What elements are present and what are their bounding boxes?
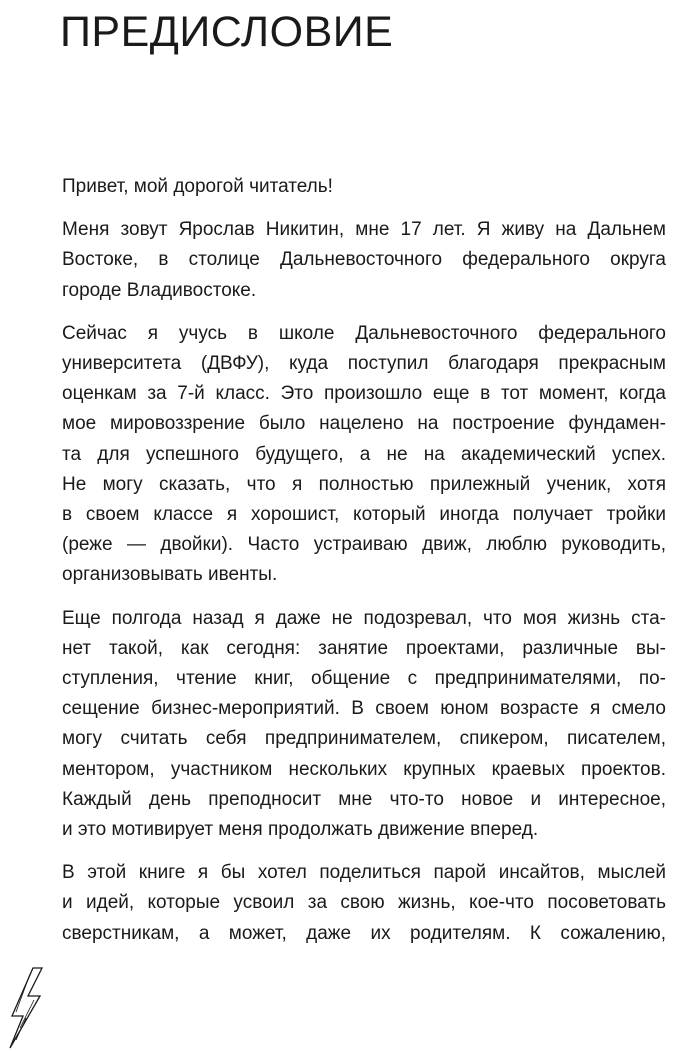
- text-line: нет такой, как сегодня: занятие проектами, различные вы-: [62, 637, 666, 659]
- text-line: Еще полгода назад я даже не подозревал, что моя жизнь ста-: [62, 607, 666, 629]
- text-line: могу считать себя предпринимателем, спикером, писателем,: [62, 728, 666, 750]
- text-line: городе Владивостоке.: [62, 279, 257, 301]
- paragraph-1: [62, 172, 666, 202]
- text-line: сверстникам, а может, даже их родителям. К сожалению,: [62, 922, 666, 944]
- chapter-title: ПРЕДИСЛОВИЕ: [60, 8, 394, 56]
- text-line: Привет, мой дорогой читатель!: [62, 176, 333, 197]
- text-line: сещение бизнес-мероприятий. В своем юном возрасте я смело: [62, 698, 666, 720]
- text-line: в своем классе я хорошист, который иногда получает тройки: [62, 504, 666, 526]
- lightning-bolt-icon: [6, 966, 46, 1050]
- text-line: В этой книге я бы хотел поделиться парой инсайтов, мыслей: [62, 862, 666, 884]
- paragraph-2: [62, 215, 666, 306]
- paragraph-4: [62, 604, 666, 846]
- paragraph-5: [62, 858, 666, 949]
- text-line: та для успешного будущего, а не на академический успех.: [62, 443, 666, 465]
- text-line: и это мотивирует меня продолжать движение вперед.: [62, 819, 539, 841]
- text-line: Меня зовут Ярослав Никитин, мне 17 лет. Я живу на Дальнем: [62, 219, 666, 241]
- text-line: Сейчас я учусь в школе Дальневосточного федерального: [62, 322, 666, 344]
- text-line: мое мировоззрение было нацелено на построение фундамен-: [62, 413, 666, 435]
- text-line: Каждый день преподносит мне что-то новое и интересное,: [62, 788, 666, 810]
- text-line: ступления, чтение книг, общение с предпринимателями, по-: [62, 668, 666, 690]
- text-line: университета (ДВФУ), куда поступил благодаря прекрасным: [62, 353, 666, 375]
- paragraph-3: [62, 319, 666, 591]
- text-line: Не могу сказать, что я полностью прилежный ученик, хотя: [62, 473, 666, 495]
- text-line: организовывать ивенты.: [62, 564, 278, 586]
- text-line: (реже — двойки). Часто устраиваю движ, люблю руководить,: [62, 534, 666, 556]
- text-line: и идей, которые усвоил за свою жизнь, кое-что посоветовать: [62, 892, 666, 914]
- body-text: [62, 172, 666, 962]
- text-line: ментором, участником нескольких крупных краевых проектов.: [62, 758, 666, 780]
- text-line: Востоке, в столице Дальневосточного федерального округа: [62, 249, 666, 271]
- text-line: оценкам за 7-й класс. Это произошло еще в тот момент, когда: [62, 383, 666, 405]
